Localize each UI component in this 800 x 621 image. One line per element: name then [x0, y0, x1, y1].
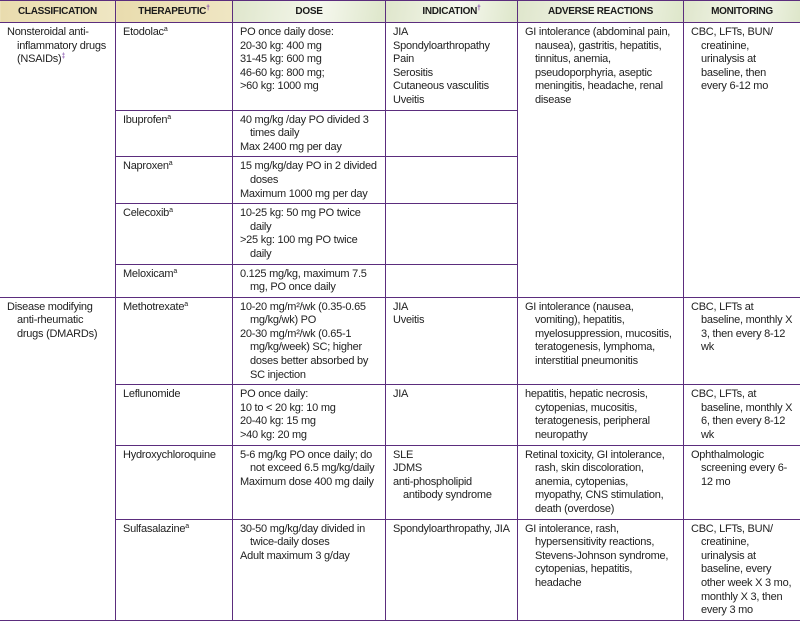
- cell-line: 20-40 kg: 15 mg: [240, 415, 379, 429]
- cell-line: JIA: [393, 301, 511, 315]
- cell-line: 20-30 kg: 400 mg: [240, 40, 379, 54]
- cell-line: Maximum 1000 mg per day: [240, 188, 379, 202]
- cell-text: CBC, LFTs, at baseline, monthly X 6, then every 8-12 wk: [691, 388, 794, 442]
- indication-cell: [386, 519, 518, 620]
- drug-name: [116, 445, 233, 519]
- header-monitoring: [684, 1, 800, 23]
- dose-cell: [233, 297, 386, 385]
- header-therapeutic: [116, 1, 233, 23]
- footnote-mark: a: [184, 301, 188, 308]
- cell-line: PO once daily:: [240, 388, 379, 402]
- adverse-cell: [518, 385, 684, 445]
- dose-cell: [233, 157, 386, 204]
- dose-cell: [233, 264, 386, 297]
- cell-line: Spondyloarthropathy, JIA: [393, 523, 511, 537]
- cell-line: Pain: [393, 53, 511, 67]
- drug-name: [116, 519, 233, 620]
- header-label: CLASSIFICATION: [18, 6, 97, 17]
- footnote-mark: a: [173, 268, 177, 275]
- table-row: [0, 297, 800, 385]
- cell-line: Serositis: [393, 67, 511, 81]
- header-label: DOSE: [295, 6, 322, 17]
- dose-cell: [233, 445, 386, 519]
- header-indication: [386, 1, 518, 23]
- classification-cell: [0, 297, 116, 620]
- header-row: [0, 1, 800, 23]
- monitoring-cell: [684, 445, 800, 519]
- cell-line: JIA: [393, 388, 511, 402]
- footnote-mark: a: [169, 207, 173, 214]
- footnote-mark: ‡: [61, 53, 65, 60]
- header-label: ADVERSE REACTIONS: [548, 6, 653, 17]
- footnote-mark: a: [167, 114, 171, 121]
- adverse-cell: [518, 297, 684, 385]
- cell-text: Disease modifying anti-rheumatic drugs (DMARDs): [7, 301, 109, 342]
- cell-line: Uveitis: [393, 314, 511, 328]
- cell-line: JDMS: [393, 462, 511, 476]
- drug-name: [116, 264, 233, 297]
- cell-line: Adult maximum 3 g/day: [240, 550, 379, 564]
- monitoring-cell: [684, 519, 800, 620]
- drug-name-text: Hydroxychloroquine: [123, 449, 216, 461]
- header-label: THERAPEUTIC: [138, 6, 206, 17]
- table-row: [0, 385, 800, 445]
- monitoring-cell: [684, 23, 800, 298]
- cell-line: 0.125 mg/kg, maximum 7.5 mg, PO once daily: [240, 268, 379, 295]
- cell-text: Retinal toxicity, GI intolerance, rash, skin discoloration, anemia, cytopenias, myopathy, CNS stimulation, death (overdose): [525, 449, 677, 517]
- drug-name: [116, 110, 233, 157]
- cell-line: 10 to < 20 kg: 10 mg: [240, 402, 379, 416]
- cell-text: Nonsteroidal anti-inflammatory drugs (NSAIDs)‡: [7, 26, 109, 67]
- drug-name-text: Meloxicam: [123, 268, 173, 280]
- cell-text: Ophthalmologic screening every 6-12 mo: [691, 449, 794, 490]
- header-label: MONITORING: [711, 6, 773, 17]
- indication-cell: [386, 445, 518, 519]
- adverse-cell: [518, 445, 684, 519]
- monitoring-cell: [684, 297, 800, 385]
- cell-text: CBC, LFTs at baseline, monthly X 3, then every 8-12 wk: [691, 301, 794, 355]
- footnote-mark: a: [169, 160, 173, 167]
- cell-text: GI intolerance (abdominal pain, nausea), gastritis, hepatitis, tinnitus, anemia, pseudoporphyria, aseptic meningitis, headache, renal disease: [525, 26, 677, 108]
- footnote-mark: a: [185, 523, 189, 530]
- header-dose: [233, 1, 386, 23]
- monitoring-cell: [684, 385, 800, 445]
- cell-line: Uveitis: [393, 94, 511, 108]
- cell-line: >40 kg: 20 mg: [240, 429, 379, 443]
- drug-name-text: Ibuprofen: [123, 114, 167, 126]
- cell-line: SLE: [393, 449, 511, 463]
- footnote-mark: a: [164, 26, 168, 33]
- drug-name: [116, 297, 233, 385]
- cell-line: Spondyloarthropathy: [393, 40, 511, 54]
- drug-name-text: Etodolac: [123, 26, 164, 38]
- drug-name: [116, 23, 233, 111]
- adverse-cell: [518, 23, 684, 298]
- table-row: [0, 519, 800, 620]
- drug-name: [116, 385, 233, 445]
- cell-line: 15 mg/kg/day PO in 2 divided doses: [240, 160, 379, 187]
- dose-cell: [233, 519, 386, 620]
- cell-line: 31-45 kg: 600 mg: [240, 53, 379, 67]
- drug-name-text: Sulfasalazine: [123, 523, 185, 535]
- cell-line: 5-6 mg/kg PO once daily; do not exceed 6.5 mg/kg/daily: [240, 449, 379, 476]
- indication-cell: [386, 297, 518, 385]
- cell-text: hepatitis, hepatic necrosis, cytopenias, mucositis, teratogenesis, peripheral neuropathy: [525, 388, 677, 442]
- cell-line: anti-phospholipid antibody syndrome: [393, 476, 511, 503]
- indication-cell: [386, 264, 518, 297]
- cell-line: 40 mg/kg /day PO divided 3 times daily: [240, 114, 379, 141]
- classification-cell: [0, 23, 116, 298]
- cell-line: 46-60 kg: 800 mg;: [240, 67, 379, 81]
- cell-text: CBC, LFTs, BUN/ creatinine, urinalysis at baseline, then every 6-12 mo: [691, 26, 794, 94]
- cell-text: CBC, LFTs, BUN/ creatinine, urinalysis at baseline, every other week X 3 mo, monthly X 3, then every 3 mo: [691, 523, 794, 618]
- drug-name: [116, 204, 233, 264]
- header-label: INDICATION: [422, 6, 477, 17]
- indication-cell: [386, 204, 518, 264]
- dose-cell: [233, 110, 386, 157]
- footnote-mark: †: [477, 5, 481, 12]
- cell-line: Maximum dose 400 mg daily: [240, 476, 379, 490]
- header-adverse: [518, 1, 684, 23]
- table-row: [0, 445, 800, 519]
- cell-text: GI intolerance, rash, hypersensitivity reactions, Stevens-Johnson syndrome, cytopenias, hepatitis, headache: [525, 523, 677, 591]
- drug-name-text: Methotrexate: [123, 301, 184, 313]
- cell-line: Max 2400 mg per day: [240, 141, 379, 155]
- dose-cell: [233, 204, 386, 264]
- footnote-mark: †: [206, 5, 210, 12]
- cell-line: >25 kg: 100 mg PO twice daily: [240, 234, 379, 261]
- indication-cell: [386, 110, 518, 157]
- cell-line: 20-30 mg/m²/wk (0.65-1 mg/kg/week) SC; higher doses better absorbed by SC injection: [240, 328, 379, 382]
- drug-name-text: Celecoxib: [123, 207, 169, 219]
- indication-cell: [386, 23, 518, 111]
- cell-line: JIA: [393, 26, 511, 40]
- cell-line: Cutaneous vasculitis: [393, 80, 511, 94]
- dose-cell: [233, 385, 386, 445]
- drug-name-text: Naproxen: [123, 160, 169, 172]
- table-row: [0, 23, 800, 111]
- cell-line: 30-50 mg/kg/day divided in twice-daily doses: [240, 523, 379, 550]
- header-classification: [0, 1, 116, 23]
- dose-cell: [233, 23, 386, 111]
- drug-name: [116, 157, 233, 204]
- cell-text: GI intolerance (nausea, vomiting), hepatitis, myelosuppression, mucositis, teratogenesis, lymphoma, interstitial pneumonitis: [525, 301, 677, 369]
- indication-cell: [386, 157, 518, 204]
- indication-cell: [386, 385, 518, 445]
- cell-line: PO once daily dose:: [240, 26, 379, 40]
- adverse-cell: [518, 519, 684, 620]
- drug-name-text: Leflunomide: [123, 388, 180, 400]
- cell-line: 10-20 mg/m²/wk (0.35-0.65 mg/kg/wk) PO: [240, 301, 379, 328]
- cell-line: 10-25 kg: 50 mg PO twice daily: [240, 207, 379, 234]
- cell-line: >60 kg: 1000 mg: [240, 80, 379, 94]
